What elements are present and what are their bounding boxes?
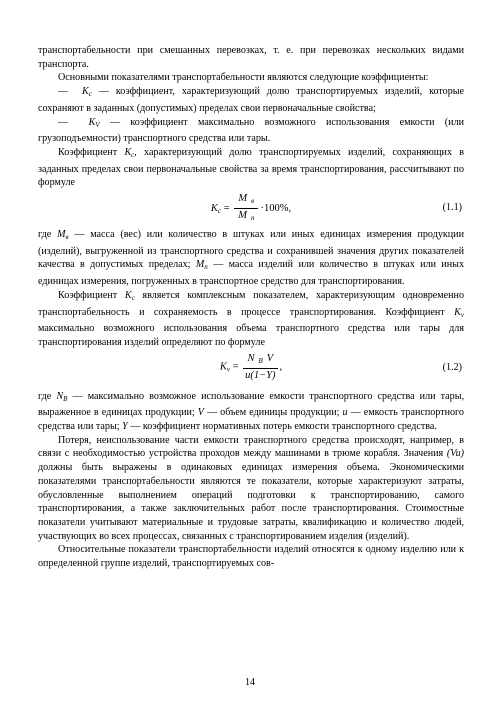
- symbol-K: K: [81, 86, 89, 98]
- fraction-num-tail: V: [266, 352, 274, 364]
- symbol-sub: с: [131, 293, 135, 302]
- formula-lhs-sub: v: [226, 365, 230, 374]
- symbol-sub: с: [88, 90, 92, 99]
- symbol-sub: с: [131, 150, 135, 159]
- formula-1-2: [38, 352, 464, 388]
- fraction-num-sub: B: [258, 356, 263, 365]
- text: является комплексным показателем, характеризующим одновременно транспортабельность и сохраняемость в процессе транспортирования. Коэффициент: [38, 289, 464, 318]
- paragraph-where-1: [38, 228, 464, 289]
- text: где: [38, 390, 52, 402]
- formula-lhs: K: [219, 361, 227, 373]
- symbol-sub: в: [65, 233, 69, 242]
- paragraph-coef-kv: — $K_V$ — коэффициент максимально возможного использования емкости (или грузоподъемности) транспортного средства или тары.: [38, 116, 465, 145]
- page-number: 14: [244, 677, 256, 688]
- paragraph-1: транспортабельности при смешанных перевозках, т. е. при перевозках нескольких видами транспорта.: [38, 45, 464, 70]
- symbol-M: M: [57, 229, 66, 241]
- text: , характеризующий долю транспортируемых изделий, сохраняющих в заданных пределах свои первоначальные свойства за время транспортирования, рассчитывают по формуле: [38, 146, 464, 189]
- formula-lhs-sub: c: [217, 206, 222, 215]
- fraction-num-sub: в: [251, 197, 255, 206]
- fraction-den: M: [238, 210, 247, 222]
- paragraph-where-2: [38, 390, 464, 434]
- formula-lhs: K: [210, 202, 218, 214]
- formula-eq: =: [223, 202, 230, 214]
- text: — максимально возможное использование емкости транспортного средства или тары, выраженное в единицах продукции;: [38, 390, 464, 419]
- paragraph-relative: Относительные показатели транспортабельности изделий относятся к одному изделию или к определенной группе изделий, транспортируемых сов-: [38, 544, 464, 570]
- symbol-sub: B: [63, 394, 68, 403]
- text: максимально возможного использования объема транспортного средства или тары для транспортирования изделий определяют по формуле: [38, 323, 464, 348]
- symbol-N: N: [56, 390, 64, 402]
- text: — коэффициент, характеризующий долю транспортируемых изделий, которые сохраняют в заданных (допустимых) пределах свои первоначальные свойства;: [38, 86, 465, 114]
- formula-number: (1.1): [442, 202, 462, 214]
- formula-fraction: [243, 352, 277, 382]
- formula-tail: ·100%,: [260, 202, 292, 214]
- formula-eq: =: [232, 361, 239, 373]
- text: — коэффициент нормативных потерь емкости транспортного средства.: [130, 421, 437, 433]
- paragraph-coef-kc: — $K_с$ — коэффициент, характеризующий долю транспортируемых изделий, которые сохраняют в заданных (допустимых) пределах свои первоначальные свойства;: [38, 86, 465, 114]
- paragraph-loss: [38, 434, 464, 544]
- fraction-num: N: [247, 352, 255, 364]
- formula-tail: ,: [279, 361, 283, 373]
- symbol-K: K: [88, 116, 96, 128]
- symbol-M: M: [195, 259, 205, 271]
- symbol-sub: п: [204, 263, 208, 272]
- text: Коэффициент: [58, 289, 118, 301]
- formula-expression: [38, 192, 464, 225]
- paragraph-kc-def: [38, 146, 464, 190]
- text: Коэффициент: [58, 146, 118, 158]
- formula-number: (1.2): [442, 361, 462, 373]
- symbol-Vu: (Vu): [446, 448, 465, 460]
- text: — коэффициент максимально возможного использования емкости (или грузоподъемности) транспортного средства или тары.: [38, 116, 465, 145]
- fraction-num: M: [238, 193, 248, 205]
- symbol-K: K: [124, 289, 132, 301]
- fraction-den-sub: п: [250, 214, 255, 223]
- symbol-u: u: [342, 407, 348, 419]
- text: — емкость транспортного средства или тары;: [38, 407, 464, 433]
- formula-fraction: [234, 192, 258, 225]
- formula-expression: [38, 352, 464, 382]
- symbol-V: V: [197, 407, 204, 419]
- paragraph-kc-complex: [38, 289, 464, 350]
- symbol-Y: Y: [122, 421, 128, 433]
- text: Потеря, неиспользование части емкости транспортного средства происходят, например, в связи с необходимостью устройства проходов между машинами в трюме корабля. Значения: [38, 434, 464, 460]
- text: — объем единицы продукции;: [207, 407, 340, 419]
- formula-1-1: [38, 192, 464, 226]
- text: — масса изделий или количество в штуках или иных единицах измерения, погруженных в транспортное средство для транспортирования.: [38, 259, 464, 288]
- symbol-K: K: [454, 306, 461, 318]
- symbol-sub: V: [95, 120, 100, 129]
- symbol-K: K: [124, 146, 132, 158]
- fraction-den: u(1−Y): [245, 369, 276, 381]
- text: должны быть выражены в одинаковых единицах измерения объема. Экономическими показателями транспортабельности являются те показатели, которые характеризуют затраты, обусловленные выполнением операций подготовки к транспортированию, самого транспортирования, а также заключительных работ после транспортирования. Стоимостные показатели учитывают материальные и трудовые затраты, квалификацию и количество людей, участвующих во всех процессах, связанных с транспортированием изделия (изделий).: [38, 462, 464, 542]
- text: где: [38, 229, 52, 241]
- symbol-sub: v: [460, 310, 464, 319]
- paragraph-2: Основными показателями транспортабельности являются следующие коэффициенты:: [58, 72, 429, 84]
- text: — масса (вес) или количество в штуках или иных единицах измерения продукции (изделий), выгруженной из транспортного средства и сохранившей значения других показателей качества в допустимых пределах;: [38, 229, 464, 271]
